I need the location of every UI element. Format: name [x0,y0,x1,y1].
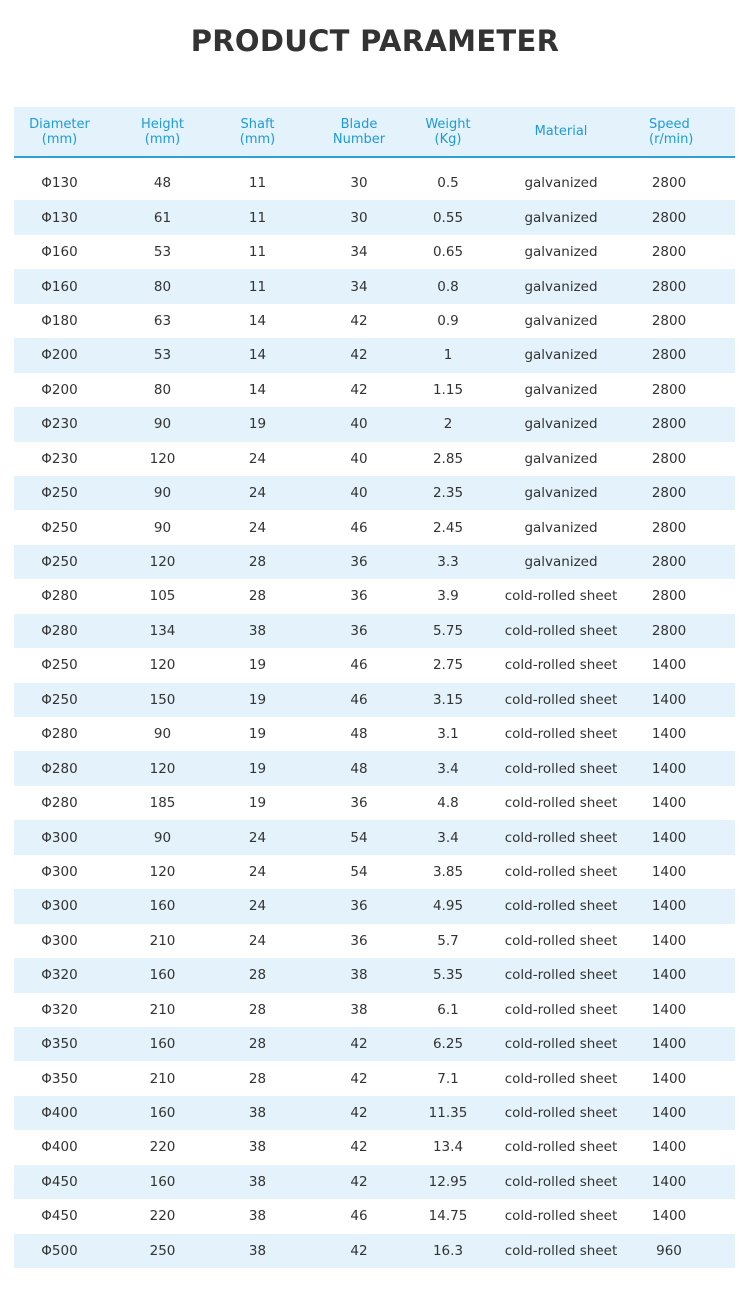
cell-blade-number: 42 [350,1242,368,1259]
cell-diameter: Φ200 [41,347,78,364]
cell-blade-number: 42 [350,312,368,329]
cell-shaft: 28 [248,967,267,984]
cell-shaft: 14 [248,381,267,398]
cell-shaft: 14 [248,347,267,364]
cell-height: 48 [153,175,172,192]
cell-height: 63 [153,312,172,329]
cell-diameter: Φ250 [41,657,78,674]
cell-material: cold-rolled sheet [504,1070,618,1087]
cell-speed: 1400 [651,1070,687,1087]
cell-diameter: Φ450 [41,1173,78,1190]
cell-height: 120 [149,554,176,571]
cell-height: 120 [149,657,176,674]
column-header-height: Height (mm) [141,116,184,147]
cell-height: 105 [149,588,176,605]
cell-height: 220 [149,1208,176,1225]
cell-speed: 2800 [651,450,687,467]
cell-speed: 1400 [651,829,687,846]
cell-height: 90 [153,416,172,433]
cell-shaft: 28 [248,554,267,571]
cell-speed: 1400 [651,795,687,812]
cell-blade-number: 46 [350,691,368,708]
cell-shaft: 19 [248,416,267,433]
cell-blade-number: 46 [350,519,368,536]
cell-speed: 1400 [651,1173,687,1190]
cell-blade-number: 42 [350,1070,368,1087]
cell-material: cold-rolled sheet [504,795,618,812]
cell-weight: 3.1 [437,726,459,743]
cell-speed: 2800 [651,209,687,226]
cell-weight: 6.25 [432,1036,464,1053]
cell-speed: 2800 [651,554,687,571]
cell-material: cold-rolled sheet [504,932,618,949]
cell-shaft: 38 [248,1242,267,1259]
cell-diameter: Φ400 [41,1105,78,1122]
table-row [14,476,735,510]
cell-weight: 0.8 [437,278,459,295]
cell-height: 90 [153,829,172,846]
cell-diameter: Φ300 [41,829,78,846]
table-row [14,993,735,1027]
cell-blade-number: 42 [350,347,368,364]
cell-material: cold-rolled sheet [504,657,618,674]
cell-weight: 3.4 [437,829,459,846]
cell-diameter: Φ280 [41,726,78,743]
cell-blade-number: 36 [350,588,368,605]
cell-blade-number: 46 [350,657,368,674]
cell-blade-number: 40 [350,416,368,433]
cell-material: galvanized [524,347,598,364]
cell-material: cold-rolled sheet [504,1173,618,1190]
cell-blade-number: 40 [350,450,368,467]
cell-speed: 2800 [651,416,687,433]
table-row [14,924,735,958]
cell-height: 160 [149,967,176,984]
table-row [14,683,735,717]
table-row [14,958,735,992]
column-header-shaft: Shaft (mm) [239,116,276,147]
cell-shaft: 24 [248,519,267,536]
cell-weight: 2 [443,416,453,433]
cell-shaft: 38 [248,622,267,639]
table-row [14,786,735,820]
cell-speed: 1400 [651,1105,687,1122]
cell-height: 160 [149,898,176,915]
cell-diameter: Φ250 [41,554,78,571]
cell-speed: 1400 [651,760,687,777]
cell-weight: 7.1 [437,1070,459,1087]
cell-weight: 3.3 [437,554,459,571]
cell-diameter: Φ200 [41,381,78,398]
cell-blade-number: 54 [350,863,368,880]
cell-shaft: 24 [248,485,267,502]
cell-height: 80 [153,381,172,398]
table-row [14,889,735,923]
cell-speed: 2800 [651,244,687,261]
cell-weight: 2.45 [432,519,464,536]
cell-speed: 2800 [651,312,687,329]
cell-height: 220 [149,1139,176,1156]
cell-height: 90 [153,519,172,536]
cell-shaft: 19 [248,760,267,777]
cell-diameter: Φ250 [41,519,78,536]
table-row [14,1199,735,1233]
cell-weight: 3.9 [437,588,459,605]
cell-blade-number: 40 [350,485,368,502]
cell-blade-number: 42 [350,1105,368,1122]
cell-blade-number: 34 [350,244,368,261]
cell-shaft: 38 [248,1173,267,1190]
cell-weight: 0.9 [437,312,459,329]
cell-shaft: 38 [248,1105,267,1122]
cell-weight: 14.75 [428,1208,468,1225]
cell-height: 53 [153,347,172,364]
cell-speed: 2800 [651,519,687,536]
cell-height: 53 [153,244,172,261]
cell-shaft: 28 [248,1036,267,1053]
cell-diameter: Φ280 [41,588,78,605]
column-header-diameter: Diameter (mm) [29,116,90,147]
cell-shaft: 11 [248,278,267,295]
cell-weight: 5.35 [432,967,464,984]
cell-weight: 3.15 [432,691,464,708]
cell-diameter: Φ350 [41,1070,78,1087]
table-body [14,166,735,1268]
cell-speed: 960 [656,1242,682,1259]
cell-speed: 1400 [651,1036,687,1053]
cell-weight: 4.95 [432,898,464,915]
cell-weight: 16.3 [432,1242,464,1259]
column-header-material: Material [534,124,588,139]
cell-diameter: Φ230 [41,450,78,467]
cell-blade-number: 36 [350,795,368,812]
cell-blade-number: 36 [350,898,368,915]
cell-diameter: Φ280 [41,760,78,777]
cell-shaft: 24 [248,450,267,467]
cell-height: 90 [153,485,172,502]
cell-weight: 5.75 [432,622,464,639]
cell-blade-number: 30 [350,175,368,192]
cell-height: 90 [153,726,172,743]
cell-blade-number: 36 [350,622,368,639]
cell-shaft: 38 [248,1208,267,1225]
cell-material: cold-rolled sheet [504,1001,618,1018]
cell-shaft: 19 [248,691,267,708]
cell-speed: 2800 [651,485,687,502]
cell-height: 80 [153,278,172,295]
cell-speed: 1400 [651,657,687,674]
cell-material: cold-rolled sheet [504,760,618,777]
cell-diameter: Φ130 [41,175,78,192]
table-row [14,717,735,751]
cell-blade-number: 48 [350,726,368,743]
cell-speed: 2800 [651,381,687,398]
cell-height: 150 [149,691,176,708]
cell-weight: 5.7 [437,932,459,949]
table-row [14,269,735,303]
cell-diameter: Φ300 [41,932,78,949]
cell-height: 185 [149,795,176,812]
cell-diameter: Φ160 [41,278,78,295]
cell-speed: 1400 [651,932,687,949]
cell-shaft: 38 [248,1139,267,1156]
cell-speed: 1400 [651,863,687,880]
cell-diameter: Φ180 [41,312,78,329]
table-row [14,200,735,234]
cell-shaft: 14 [248,312,267,329]
table-row [14,407,735,441]
parameter-table [14,107,735,1268]
cell-blade-number: 30 [350,209,368,226]
table-row [14,820,735,854]
cell-blade-number: 54 [350,829,368,846]
cell-weight: 1.15 [432,381,464,398]
cell-weight: 12.95 [428,1173,468,1190]
table-row [14,1096,735,1130]
cell-diameter: Φ320 [41,1001,78,1018]
cell-diameter: Φ450 [41,1208,78,1225]
cell-material: galvanized [524,450,598,467]
cell-height: 160 [149,1173,176,1190]
cell-material: galvanized [524,554,598,571]
cell-blade-number: 38 [350,1001,368,1018]
cell-shaft: 11 [248,175,267,192]
table-row [14,1061,735,1095]
cell-shaft: 19 [248,657,267,674]
cell-shaft: 24 [248,863,267,880]
cell-speed: 1400 [651,898,687,915]
cell-weight: 4.8 [437,795,459,812]
cell-speed: 2800 [651,347,687,364]
cell-material: cold-rolled sheet [504,1139,618,1156]
cell-shaft: 11 [248,209,267,226]
table-row [14,442,735,476]
table-row [14,1234,735,1268]
cell-shaft: 28 [248,1001,267,1018]
cell-shaft: 19 [248,795,267,812]
cell-material: cold-rolled sheet [504,863,618,880]
table-row [14,510,735,544]
cell-shaft: 19 [248,726,267,743]
cell-material: galvanized [524,175,598,192]
cell-weight: 0.55 [432,209,464,226]
cell-speed: 1400 [651,967,687,984]
cell-weight: 3.4 [437,760,459,777]
cell-weight: 0.65 [432,244,464,261]
table-row [14,373,735,407]
cell-material: galvanized [524,312,598,329]
cell-height: 210 [149,1070,176,1087]
table-row [14,1130,735,1164]
table-row [14,648,735,682]
cell-shaft: 11 [248,244,267,261]
cell-material: galvanized [524,278,598,295]
column-header-weight: Weight (Kg) [425,116,471,147]
cell-material: cold-rolled sheet [504,898,618,915]
cell-material: cold-rolled sheet [504,622,618,639]
cell-material: cold-rolled sheet [504,829,618,846]
table-row [14,338,735,372]
cell-height: 210 [149,932,176,949]
cell-material: cold-rolled sheet [504,726,618,743]
cell-diameter: Φ280 [41,622,78,639]
cell-weight: 0.5 [437,175,459,192]
cell-blade-number: 34 [350,278,368,295]
cell-material: cold-rolled sheet [504,967,618,984]
cell-diameter: Φ320 [41,967,78,984]
cell-height: 120 [149,760,176,777]
cell-material: galvanized [524,381,598,398]
cell-diameter: Φ250 [41,485,78,502]
cell-weight: 6.1 [437,1001,459,1018]
cell-weight: 2.75 [432,657,464,674]
cell-blade-number: 42 [350,1173,368,1190]
table-row [14,579,735,613]
cell-height: 250 [149,1242,176,1259]
cell-blade-number: 48 [350,760,368,777]
cell-diameter: Φ280 [41,795,78,812]
table-row [14,1027,735,1061]
cell-blade-number: 36 [350,932,368,949]
cell-diameter: Φ250 [41,691,78,708]
cell-material: galvanized [524,416,598,433]
cell-shaft: 28 [248,588,267,605]
cell-blade-number: 42 [350,381,368,398]
cell-speed: 1400 [651,1001,687,1018]
cell-height: 160 [149,1036,176,1053]
table-row [14,545,735,579]
cell-material: galvanized [524,519,598,536]
cell-speed: 1400 [651,691,687,708]
cell-weight: 1 [443,347,453,364]
cell-material: galvanized [524,209,598,226]
table-row [14,166,735,200]
cell-height: 160 [149,1105,176,1122]
cell-height: 61 [153,209,172,226]
cell-blade-number: 42 [350,1139,368,1156]
table-row [14,614,735,648]
cell-material: galvanized [524,244,598,261]
cell-blade-number: 46 [350,1208,368,1225]
cell-speed: 1400 [651,1208,687,1225]
cell-diameter: Φ300 [41,898,78,915]
cell-speed: 2800 [651,622,687,639]
table-row [14,304,735,338]
column-header-blade-number: Blade Number [332,116,386,147]
cell-height: 134 [149,622,176,639]
table-row [14,235,735,269]
cell-diameter: Φ350 [41,1036,78,1053]
table-row [14,751,735,785]
cell-shaft: 24 [248,829,267,846]
cell-material: galvanized [524,485,598,502]
cell-diameter: Φ230 [41,416,78,433]
cell-diameter: Φ300 [41,863,78,880]
cell-speed: 1400 [651,726,687,743]
cell-height: 120 [149,863,176,880]
cell-shaft: 24 [248,932,267,949]
cell-blade-number: 38 [350,967,368,984]
cell-material: cold-rolled sheet [504,1242,618,1259]
cell-weight: 13.4 [432,1139,464,1156]
cell-speed: 1400 [651,1139,687,1156]
cell-blade-number: 42 [350,1036,368,1053]
cell-diameter: Φ500 [41,1242,78,1259]
cell-speed: 2800 [651,175,687,192]
cell-diameter: Φ130 [41,209,78,226]
cell-speed: 2800 [651,278,687,295]
cell-height: 210 [149,1001,176,1018]
table-header [14,107,735,158]
cell-blade-number: 36 [350,554,368,571]
cell-material: cold-rolled sheet [504,691,618,708]
cell-shaft: 28 [248,1070,267,1087]
cell-material: cold-rolled sheet [504,1036,618,1053]
cell-shaft: 24 [248,898,267,915]
cell-diameter: Φ160 [41,244,78,261]
cell-weight: 2.85 [432,450,464,467]
cell-material: cold-rolled sheet [504,1105,618,1122]
cell-speed: 2800 [651,588,687,605]
cell-material: cold-rolled sheet [504,1208,618,1225]
page-title: PRODUCT PARAMETER [190,24,560,58]
table-row [14,855,735,889]
cell-height: 120 [149,450,176,467]
cell-weight: 2.35 [432,485,464,502]
cell-material: cold-rolled sheet [504,588,618,605]
column-header-speed: Speed (r/min) [649,116,694,147]
cell-weight: 11.35 [428,1105,468,1122]
cell-diameter: Φ400 [41,1139,78,1156]
cell-weight: 3.85 [432,863,464,880]
table-row [14,1165,735,1199]
